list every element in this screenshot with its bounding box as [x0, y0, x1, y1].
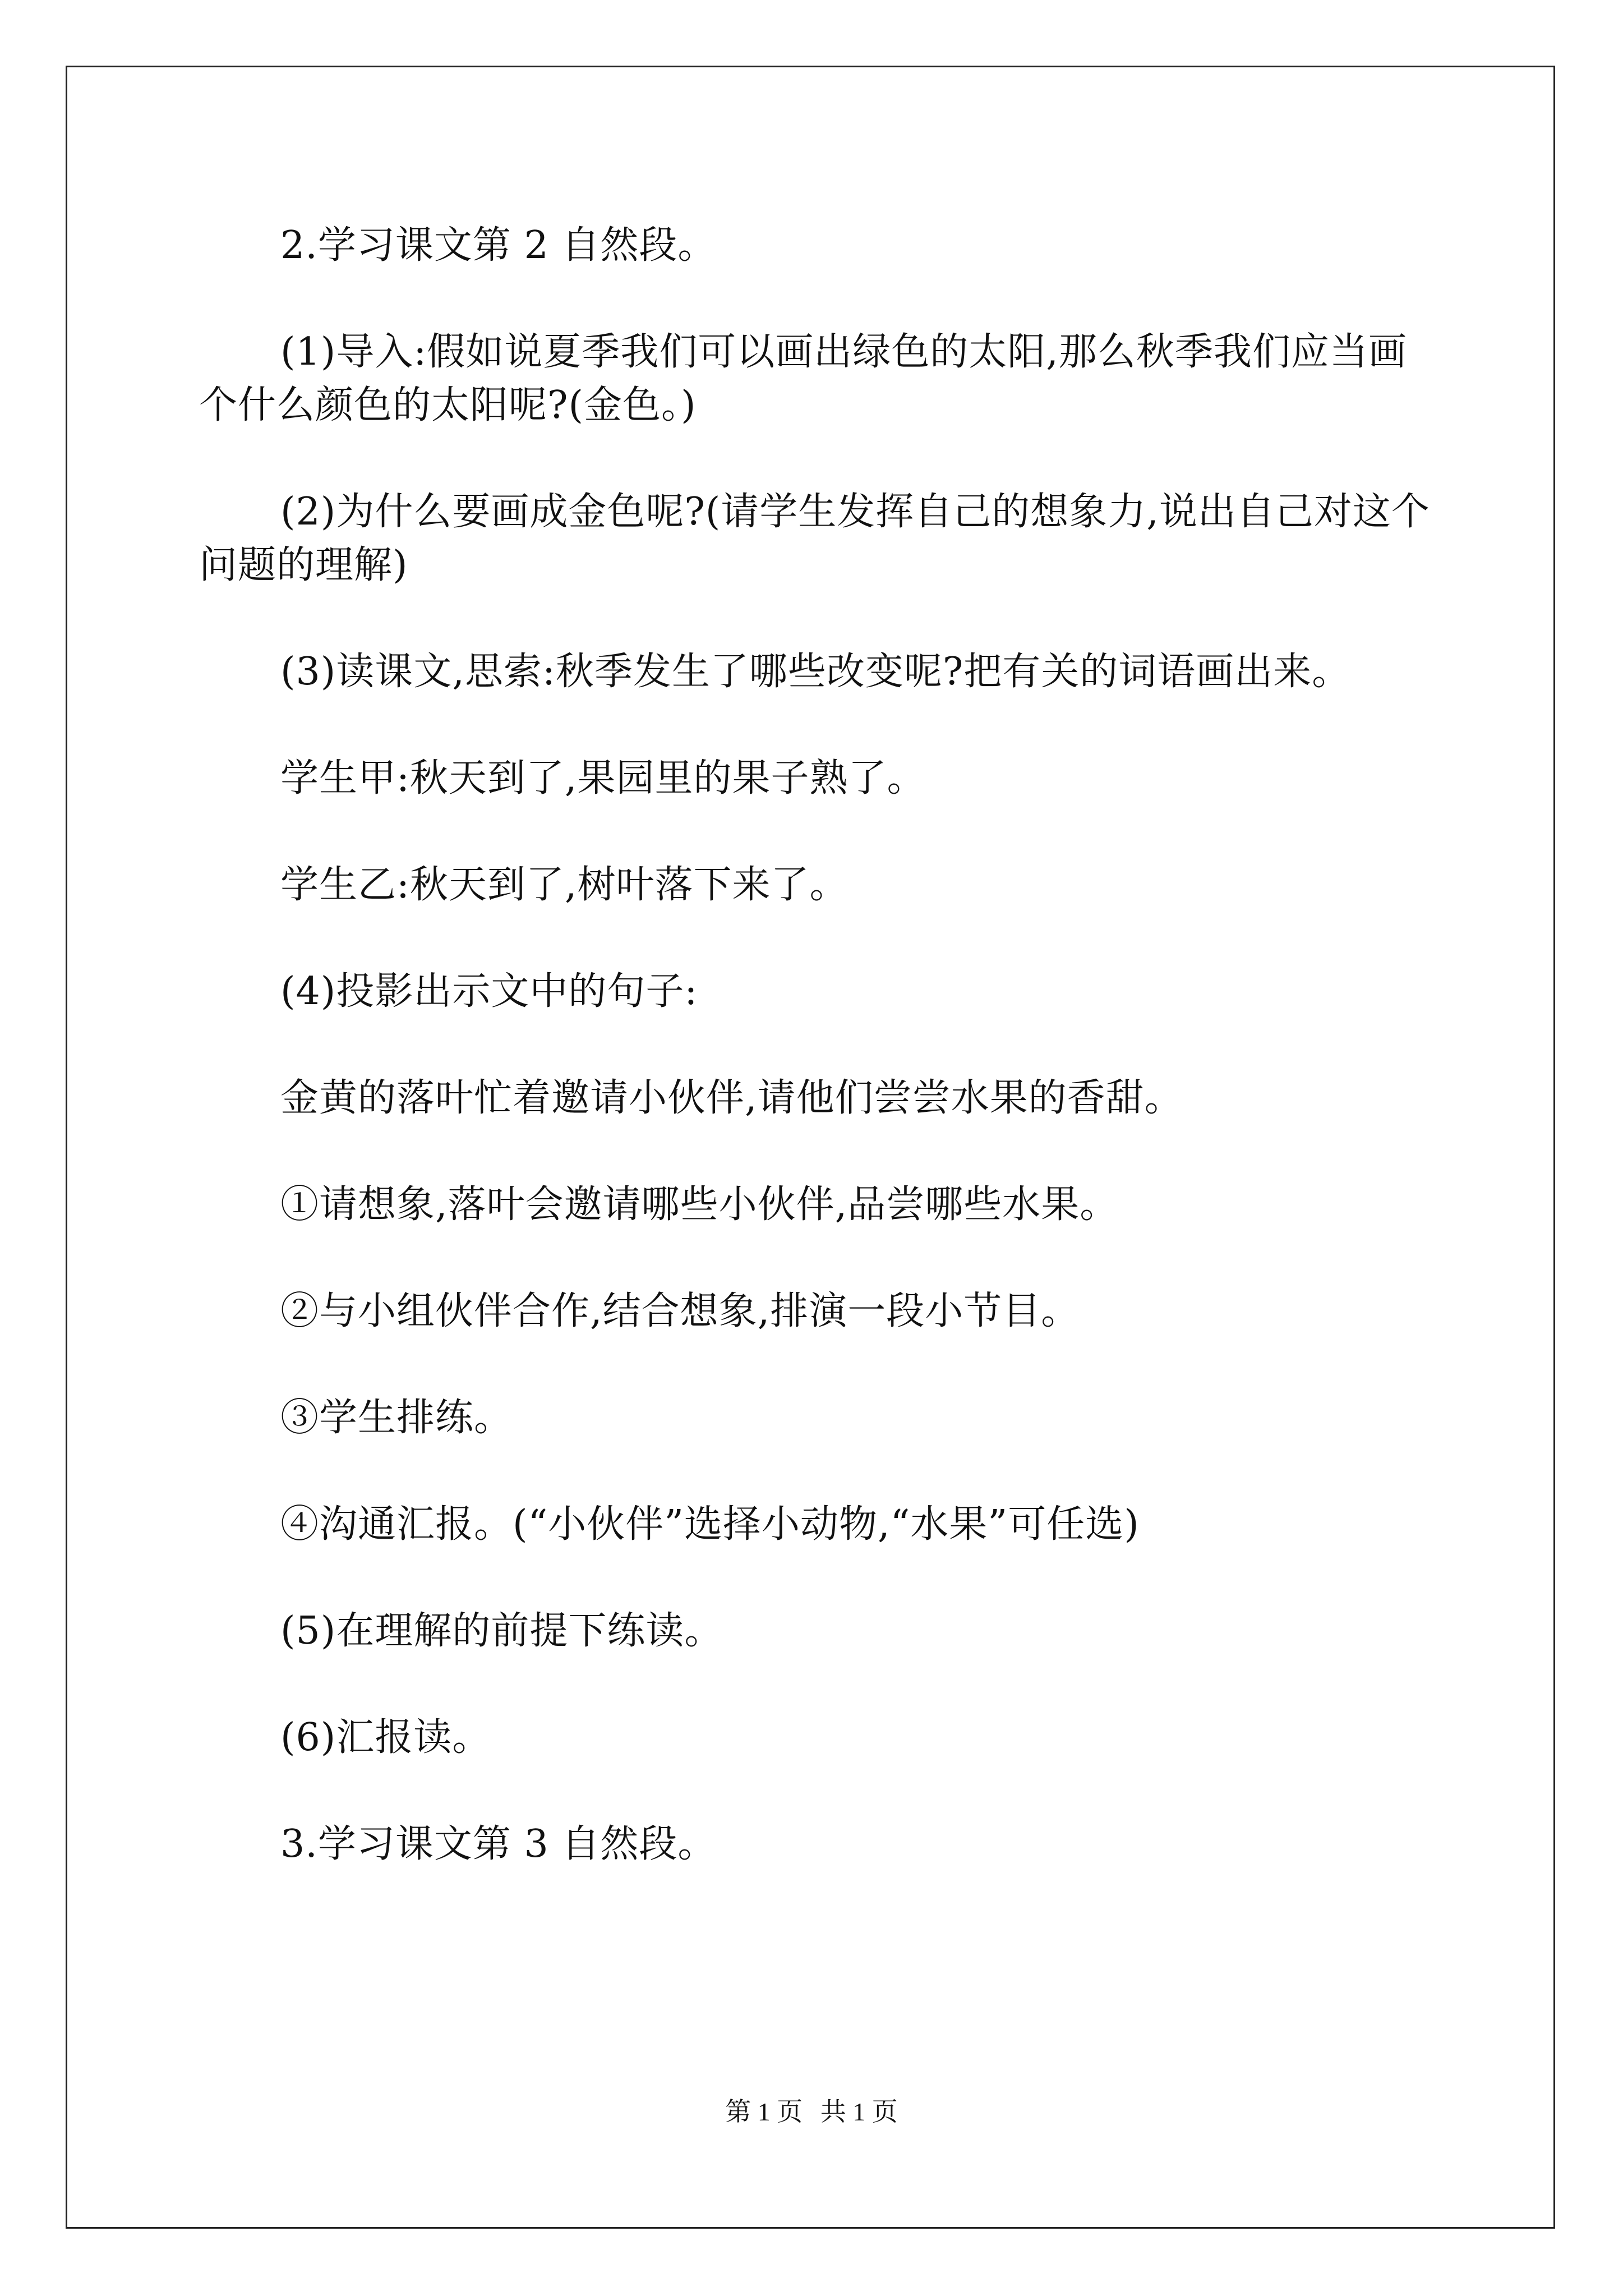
paragraph: 学生乙:秋天到了,树叶落下来了。 [280, 863, 849, 907]
paragraph: (6)汇报读。 [280, 1715, 491, 1760]
paragraph: 2.学习课文第 2 自然段。 [280, 223, 717, 268]
paragraph: 3.学习课文第 3 自然段。 [280, 1822, 717, 1866]
paragraph: 金黄的落叶忙着邀请小伙伴,请他们尝尝水果的香甜。 [280, 1076, 1183, 1120]
paragraph: ④沟通汇报。(“小伙伴”选择小动物,“水果”可任选) [280, 1502, 1140, 1547]
paragraph: (2)为什么要画成金色呢?(请学生发挥自己的想象力,说出自己对这个问题的理解) [199, 490, 1430, 587]
paragraph: (4)投影出示文中的句子: [280, 969, 698, 1014]
paragraph: (5)在理解的前提下练读。 [280, 1609, 723, 1653]
document-body [199, 219, 1433, 1924]
page-footer [0, 2091, 1623, 2128]
paragraph: (1)导入:假如说夏季我们可以画出绿色的太阳,那么秋季我们应当画个什么颜色的太阳呢?(金色。) [199, 330, 1407, 427]
page-number: 第 1 页 [725, 2097, 803, 2126]
paragraph: ③学生排练。 [280, 1396, 513, 1440]
paragraph: (3)读课文,思索:秋季发生了哪些改变呢?把有关的词语画出来。 [280, 650, 1351, 694]
paragraph: ②与小组伙伴合作,结合想象,排演一段小节目。 [280, 1289, 1080, 1333]
paragraph: 学生甲:秋天到了,果园里的果子熟了。 [280, 756, 926, 800]
paragraph: ①请想象,落叶会邀请哪些小伙伴,品尝哪些水果。 [280, 1182, 1119, 1227]
page-total: 共 1 页 [820, 2097, 898, 2126]
